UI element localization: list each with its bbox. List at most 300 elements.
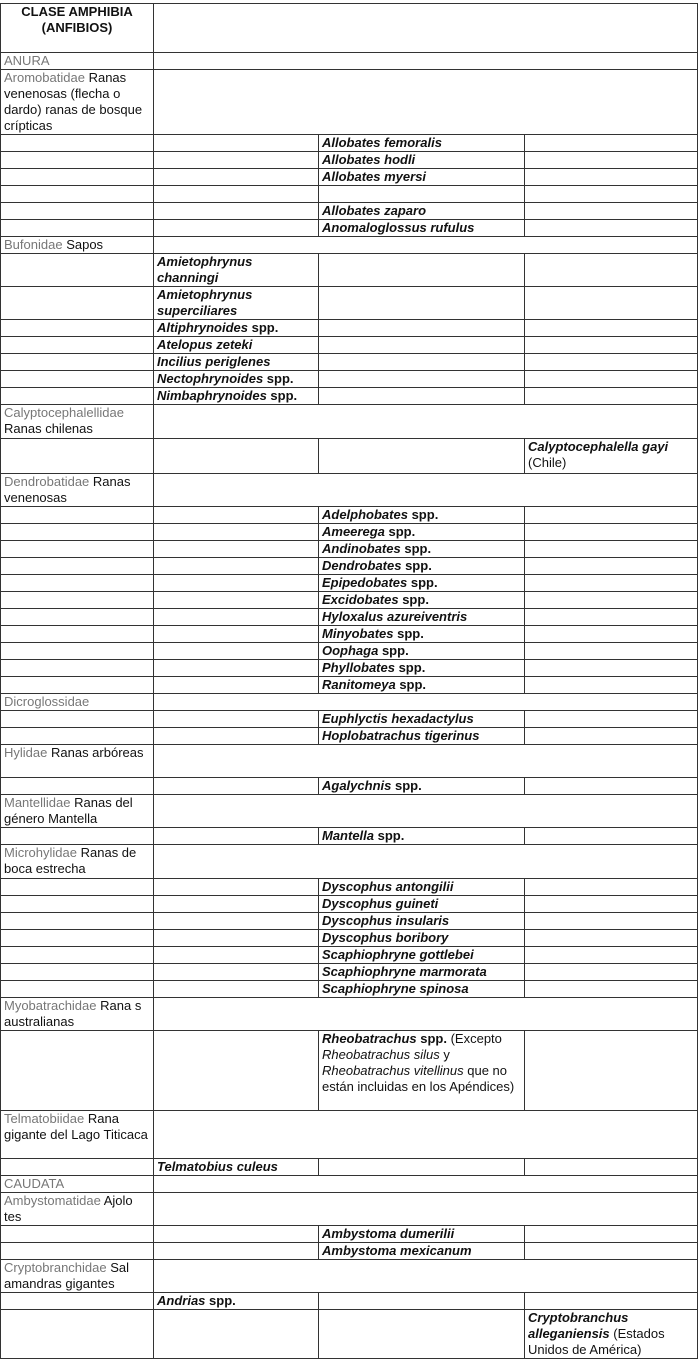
empty-cell — [525, 1159, 698, 1176]
empty-cell — [1, 879, 154, 896]
appendix-II-species-cell — [319, 964, 525, 981]
species-text: spp. — [407, 507, 439, 522]
empty-cell — [525, 879, 698, 896]
empty-cell — [525, 677, 698, 694]
common-name: Ajolo tes — [4, 1193, 133, 1224]
species-row — [1, 609, 698, 626]
appendix-II-species-cell — [319, 524, 525, 541]
empty-cell — [1, 169, 154, 186]
empty-cell — [525, 287, 698, 320]
species-text: spp. — [266, 388, 298, 403]
species-text: que no están incluidas en los Apéndices) — [322, 1063, 515, 1094]
empty-cell — [154, 643, 319, 660]
empty-cell — [319, 1310, 525, 1359]
empty-cell — [154, 1310, 319, 1359]
appendix-II-species-cell — [319, 1031, 525, 1111]
empty-cell — [1, 643, 154, 660]
species-text: Telmatobius culeus — [157, 1159, 278, 1174]
family-name: Microhylidae — [4, 845, 77, 860]
empty-cell — [1, 371, 154, 388]
empty-cell — [154, 405, 698, 439]
empty-cell — [1, 930, 154, 947]
empty-cell — [525, 1226, 698, 1243]
empty-cell — [525, 575, 698, 592]
appendix-I-species-cell — [154, 1293, 319, 1310]
species-text: Agalychnis — [322, 778, 392, 793]
common-name: Rana gigante del Lago Titicaca — [4, 1111, 148, 1142]
common-name: Sal amandras gigantes — [4, 1260, 130, 1291]
empty-cell — [154, 4, 698, 53]
family-name: Mantellidae — [4, 795, 71, 810]
empty-cell — [1, 388, 154, 405]
species-row — [1, 169, 698, 186]
empty-cell — [525, 541, 698, 558]
empty-cell — [154, 53, 698, 70]
empty-cell — [525, 135, 698, 152]
empty-cell — [1, 186, 154, 203]
species-text: spp. — [398, 592, 429, 607]
species-row — [1, 896, 698, 913]
family-cell — [1, 405, 154, 439]
species-text: Allobates myersi — [322, 169, 427, 184]
empty-cell — [1, 320, 154, 337]
empty-cell — [1, 135, 154, 152]
species-row — [1, 964, 698, 981]
species-text: (Estados Unidos de América) — [528, 1326, 665, 1357]
species-text: spp. — [248, 320, 279, 335]
empty-cell — [525, 1293, 698, 1310]
appendix-II-species-cell — [319, 828, 525, 845]
family-row — [1, 1111, 698, 1159]
empty-cell — [525, 524, 698, 541]
common-name: Ranas chilenas — [4, 421, 93, 436]
empty-cell — [154, 1111, 698, 1159]
empty-cell — [1, 728, 154, 745]
species-text: spp. — [407, 575, 438, 590]
species-row — [1, 354, 698, 371]
species-text: Andinobates — [322, 541, 401, 556]
species-row — [1, 1310, 698, 1359]
species-row — [1, 152, 698, 169]
empty-cell — [1, 254, 154, 287]
empty-cell — [1, 947, 154, 964]
empty-cell — [154, 474, 698, 507]
species-row — [1, 135, 698, 152]
empty-cell — [154, 660, 319, 677]
appendix-I-species-cell — [154, 254, 319, 287]
family-cell — [1, 1111, 154, 1159]
species-text: Atelopus zeteki — [157, 337, 253, 352]
species-text: Rheobatrachus — [322, 1031, 417, 1046]
family-name: Bufonidae — [4, 237, 63, 252]
empty-cell — [154, 169, 319, 186]
appendix-II-species-cell — [319, 947, 525, 964]
appendix-II-species-cell — [319, 152, 525, 169]
appendix-III-species-cell — [525, 1310, 698, 1359]
empty-cell — [525, 930, 698, 947]
appendix-II-species-cell — [319, 186, 525, 203]
appendix-II-species-cell — [319, 1243, 525, 1260]
species-row — [1, 558, 698, 575]
species-text: y — [439, 1047, 450, 1062]
appendix-II-species-cell — [319, 728, 525, 745]
empty-cell — [525, 152, 698, 169]
appendix-III-species-cell — [525, 439, 698, 474]
empty-cell — [1, 220, 154, 237]
empty-cell — [1, 1243, 154, 1260]
species-row — [1, 981, 698, 998]
species-text: Scaphiophryne marmorata — [322, 964, 487, 979]
appendix-II-species-cell — [319, 778, 525, 795]
species-text: Calyptocephalella gayi — [528, 439, 669, 454]
species-row — [1, 711, 698, 728]
empty-cell — [525, 711, 698, 728]
species-text: Incilius periglenes — [157, 354, 271, 369]
empty-cell — [525, 660, 698, 677]
species-row — [1, 592, 698, 609]
species-row — [1, 337, 698, 354]
empty-cell — [525, 728, 698, 745]
species-row — [1, 203, 698, 220]
family-name: Dicroglossidae — [4, 694, 90, 709]
empty-cell — [154, 1243, 319, 1260]
species-row — [1, 541, 698, 558]
family-name: Ambystomatidae — [4, 1193, 101, 1208]
species-text: spp. — [384, 524, 416, 539]
appendix-I-species-cell — [154, 371, 319, 388]
empty-cell — [154, 711, 319, 728]
empty-cell — [1, 660, 154, 677]
family-name: Telmatobiidae — [4, 1111, 85, 1126]
species-text: Amietophrynus superciliares — [157, 287, 253, 318]
empty-cell — [525, 203, 698, 220]
species-text: spp. — [378, 643, 409, 658]
empty-cell — [154, 828, 319, 845]
appendix-II-species-cell — [319, 220, 525, 237]
species-text: spp. — [400, 541, 432, 556]
species-text: spp. — [401, 558, 432, 573]
empty-cell — [1, 524, 154, 541]
empty-cell — [525, 1031, 698, 1111]
empty-cell — [154, 677, 319, 694]
species-row — [1, 220, 698, 237]
species-row — [1, 947, 698, 964]
species-text: Minyobates — [322, 626, 394, 641]
empty-cell — [154, 524, 319, 541]
family-cell — [1, 998, 154, 1031]
species-row — [1, 1293, 698, 1310]
empty-cell — [525, 169, 698, 186]
common-name: Ranas venenosas (flecha o dardo) ranas de bosque crípticas — [4, 70, 143, 133]
empty-cell — [525, 354, 698, 371]
empty-cell — [525, 947, 698, 964]
empty-cell — [154, 1260, 698, 1293]
empty-cell — [154, 879, 319, 896]
family-row — [1, 795, 698, 828]
empty-cell — [154, 135, 319, 152]
appendix-II-species-cell — [319, 660, 525, 677]
species-text: (Excepto — [446, 1031, 502, 1046]
species-text: Dyscophus insularis — [322, 913, 450, 928]
empty-cell — [1, 778, 154, 795]
species-row — [1, 575, 698, 592]
species-row — [1, 660, 698, 677]
empty-cell — [525, 1243, 698, 1260]
empty-cell — [154, 1176, 698, 1193]
empty-cell — [154, 220, 319, 237]
species-text: Altiphrynoides — [157, 320, 249, 335]
species-text: Ranitomeya — [322, 677, 396, 692]
family-row — [1, 237, 698, 254]
empty-cell — [154, 896, 319, 913]
species-text: Nectophrynoides — [157, 371, 264, 386]
appendix-II-species-cell — [319, 135, 525, 152]
empty-cell — [525, 913, 698, 930]
species-row — [1, 1031, 698, 1111]
empty-cell — [154, 947, 319, 964]
family-cell — [1, 845, 154, 879]
species-text: Rheobatrachus vitellinus — [322, 1063, 464, 1078]
empty-cell — [1, 981, 154, 998]
family-name: Dendrobatidae — [4, 474, 90, 489]
species-text: Epipedobates — [322, 575, 408, 590]
family-cell — [1, 474, 154, 507]
empty-cell — [525, 981, 698, 998]
species-text: Hoplobatrachus tigerinus — [322, 728, 480, 743]
empty-cell — [1, 1031, 154, 1111]
species-text: Adelphobates — [322, 507, 408, 522]
empty-cell — [1, 1159, 154, 1176]
empty-cell — [319, 254, 525, 287]
family-name: Calyptocephalellidae — [4, 405, 124, 420]
empty-cell — [1, 609, 154, 626]
empty-cell — [1, 1293, 154, 1310]
empty-cell — [1, 558, 154, 575]
appendix-II-species-cell — [319, 558, 525, 575]
species-row — [1, 1226, 698, 1243]
species-text: Scaphiophryne spinosa — [322, 981, 469, 996]
empty-cell — [1, 152, 154, 169]
species-text: Rheobatrachus silus — [322, 1047, 440, 1062]
empty-cell — [319, 337, 525, 354]
empty-cell — [525, 828, 698, 845]
empty-cell — [1, 711, 154, 728]
species-text: Amietophrynus channingi — [157, 254, 253, 285]
family-cell — [1, 1260, 154, 1293]
species-text: Hyloxalus azureiventris — [322, 609, 468, 624]
species-text: spp. — [416, 1031, 447, 1046]
empty-cell — [1, 439, 154, 474]
appendix-I-species-cell — [154, 1159, 319, 1176]
appendix-I-species-cell — [154, 337, 319, 354]
empty-cell — [154, 1193, 698, 1226]
empty-cell — [154, 981, 319, 998]
appendix-II-species-cell — [319, 203, 525, 220]
empty-cell — [154, 998, 698, 1031]
appendix-II-species-cell — [319, 609, 525, 626]
class-title: CLASE AMPHIBIA (ANFIBIOS) — [1, 4, 154, 53]
species-text: Euphlyctis hexadactylus — [322, 711, 474, 726]
empty-cell — [1, 1226, 154, 1243]
species-text: Allobates femoralis — [322, 135, 442, 150]
empty-cell — [1, 896, 154, 913]
family-cell — [1, 70, 154, 135]
common-name: Ranas venenosas — [4, 474, 131, 505]
empty-cell — [154, 70, 698, 135]
empty-cell — [525, 186, 698, 203]
empty-cell — [525, 643, 698, 660]
empty-cell — [1, 575, 154, 592]
species-text: spp. — [263, 371, 294, 386]
species-row — [1, 728, 698, 745]
empty-cell — [525, 254, 698, 287]
species-text: Ambystoma mexicanum — [322, 1243, 472, 1258]
empty-cell — [319, 287, 525, 320]
species-text: Nimbaphrynoides — [157, 388, 267, 403]
species-text: Ameerega — [322, 524, 385, 539]
family-row — [1, 1260, 698, 1293]
family-cell — [1, 237, 154, 254]
species-text: Oophaga — [322, 643, 379, 658]
empty-cell — [154, 964, 319, 981]
empty-cell — [1, 677, 154, 694]
empty-cell — [154, 626, 319, 643]
family-row — [1, 998, 698, 1031]
empty-cell — [1, 507, 154, 524]
empty-cell — [1, 964, 154, 981]
empty-cell — [154, 795, 698, 828]
appendix-II-species-cell — [319, 643, 525, 660]
empty-cell — [319, 354, 525, 371]
species-text: Dyscophus antongilii — [322, 879, 454, 894]
family-row — [1, 70, 698, 135]
empty-cell — [154, 507, 319, 524]
order-name: CAUDATA — [1, 1176, 154, 1193]
species-row — [1, 287, 698, 320]
species-text: spp. — [391, 778, 422, 793]
appendix-II-species-cell — [319, 981, 525, 998]
empty-cell — [525, 337, 698, 354]
empty-cell — [525, 371, 698, 388]
family-cell — [1, 694, 154, 711]
species-row — [1, 778, 698, 795]
empty-cell — [525, 964, 698, 981]
empty-cell — [319, 371, 525, 388]
empty-cell — [154, 1226, 319, 1243]
common-name: Rana s australianas — [4, 998, 142, 1029]
empty-cell — [525, 507, 698, 524]
family-row — [1, 1193, 698, 1226]
species-text: Scaphiophryne gottlebei — [322, 947, 474, 962]
empty-cell — [1, 541, 154, 558]
family-cell — [1, 745, 154, 778]
empty-cell — [525, 778, 698, 795]
species-text: Anomaloglossus rufulus — [322, 220, 475, 235]
empty-cell — [154, 186, 319, 203]
species-text: spp. — [395, 677, 427, 692]
appendix-II-species-cell — [319, 575, 525, 592]
empty-cell — [154, 609, 319, 626]
empty-cell — [525, 558, 698, 575]
empty-cell — [154, 845, 698, 879]
appendix-II-species-cell — [319, 592, 525, 609]
empty-cell — [1, 592, 154, 609]
empty-cell — [154, 930, 319, 947]
species-row — [1, 828, 698, 845]
species-row — [1, 1243, 698, 1260]
species-text: Mantella — [322, 828, 375, 843]
empty-cell — [154, 237, 698, 254]
empty-cell — [525, 320, 698, 337]
species-row — [1, 913, 698, 930]
empty-cell — [525, 896, 698, 913]
empty-cell — [525, 220, 698, 237]
common-name: Ranas del género Mantella — [4, 795, 133, 826]
empty-cell — [319, 1293, 525, 1310]
empty-cell — [319, 388, 525, 405]
empty-cell — [319, 320, 525, 337]
empty-cell — [154, 152, 319, 169]
empty-cell — [1, 1310, 154, 1359]
empty-cell — [154, 439, 319, 474]
appendix-II-species-cell — [319, 879, 525, 896]
empty-cell — [525, 388, 698, 405]
common-name: Sapos — [66, 237, 104, 252]
appendix-II-species-cell — [319, 913, 525, 930]
species-row — [1, 186, 698, 203]
empty-cell — [154, 558, 319, 575]
appendix-I-species-cell — [154, 320, 319, 337]
appendix-II-species-cell — [319, 711, 525, 728]
empty-cell — [319, 1159, 525, 1176]
appendix-II-species-cell — [319, 507, 525, 524]
common-name: Ranas de boca estrecha — [4, 845, 137, 876]
empty-cell — [1, 287, 154, 320]
empty-cell — [154, 203, 319, 220]
family-row — [1, 474, 698, 507]
empty-cell — [1, 828, 154, 845]
species-row — [1, 371, 698, 388]
species-row — [1, 930, 698, 947]
empty-cell — [319, 439, 525, 474]
species-row — [1, 626, 698, 643]
appendix-II-species-cell — [319, 626, 525, 643]
order-name: ANURA — [1, 53, 154, 70]
empty-cell — [154, 728, 319, 745]
empty-cell — [1, 203, 154, 220]
species-row — [1, 320, 698, 337]
empty-cell — [525, 609, 698, 626]
species-row — [1, 507, 698, 524]
empty-cell — [1, 913, 154, 930]
species-text: Andrias — [157, 1293, 206, 1308]
family-row — [1, 405, 698, 439]
empty-cell — [154, 745, 698, 778]
species-text: Allobates zaparo — [322, 203, 427, 218]
species-text: Dendrobates — [322, 558, 402, 573]
species-text: spp. — [394, 660, 426, 675]
species-text: spp. — [393, 626, 424, 641]
order-row — [1, 53, 698, 70]
empty-cell — [1, 626, 154, 643]
species-text: spp. — [205, 1293, 236, 1308]
empty-cell — [154, 1031, 319, 1111]
order-row — [1, 1176, 698, 1193]
species-row — [1, 254, 698, 287]
empty-cell — [154, 694, 698, 711]
empty-cell — [154, 575, 319, 592]
appendix-II-species-cell — [319, 541, 525, 558]
